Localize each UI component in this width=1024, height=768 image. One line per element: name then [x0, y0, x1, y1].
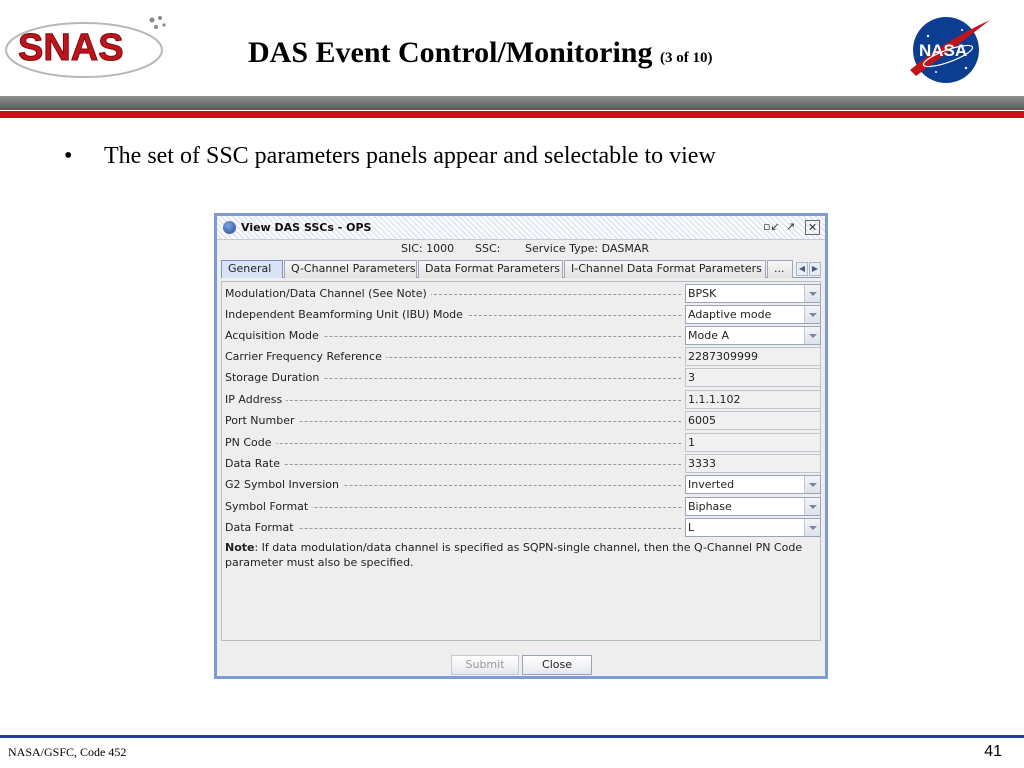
- slide-title-text: DAS Event Control/Monitoring: [248, 36, 653, 69]
- field-label: Carrier Frequency Reference: [225, 350, 386, 363]
- field-label: Storage Duration: [225, 371, 323, 384]
- form-row: [222, 304, 820, 325]
- field-label: Independent Beamforming Unit (IBU) Mode: [225, 308, 467, 321]
- sic-label: SIC: 1000: [401, 242, 455, 255]
- select-value: Biphase: [688, 500, 732, 513]
- bullet-symbol: •: [64, 143, 73, 169]
- form-row: [222, 474, 820, 495]
- tab-q-channel-parameters[interactable]: Q-Channel Parameters: [284, 260, 417, 278]
- field-label: Acquisition Mode: [225, 329, 323, 342]
- bullet-point: [64, 143, 716, 170]
- window-title: View DAS SSCs - OPS: [241, 221, 372, 234]
- snas-logo: [4, 12, 172, 80]
- chevron-down-icon[interactable]: [804, 498, 820, 515]
- form-row: [222, 346, 820, 367]
- field-label: Modulation/Data Channel (See Note): [225, 287, 431, 300]
- field-label: Port Number: [225, 414, 299, 427]
- form-row: [222, 432, 820, 453]
- tab-strip: [221, 260, 821, 278]
- form-row: [222, 367, 820, 388]
- note-text: [225, 540, 821, 570]
- tab-scroll-right-icon[interactable]: ▶: [809, 262, 821, 276]
- ssc-label: SSC:: [475, 242, 501, 255]
- acquisition-mode-select[interactable]: [685, 326, 821, 345]
- submit-button[interactable]: Submit: [451, 655, 519, 675]
- view-das-sscs-window: [214, 213, 828, 679]
- carrier-frequency-reference-field[interactable]: 2287309999: [685, 347, 821, 366]
- close-icon[interactable]: ✕: [805, 220, 820, 235]
- field-label: Data Format: [225, 521, 298, 534]
- symbol-format-select[interactable]: [685, 497, 821, 516]
- close-button[interactable]: Close: [522, 655, 592, 675]
- tab-scroll-left-icon[interactable]: ◀: [796, 262, 808, 276]
- header-rule-gray: [0, 96, 1024, 110]
- select-value: L: [688, 521, 695, 534]
- ibu-mode-select[interactable]: [685, 305, 821, 324]
- select-value: Adaptive mode: [688, 308, 772, 321]
- bullet-text: The set of SSC parameters panels appear and selectable to view: [104, 143, 716, 169]
- general-parameters-panel: [221, 281, 821, 641]
- window-titlebar[interactable]: [217, 216, 825, 240]
- snas-logo-text: SNAS: [18, 27, 124, 69]
- port-number-field[interactable]: 6005: [685, 411, 821, 430]
- ip-address-field[interactable]: 1.1.1.102: [685, 390, 821, 409]
- chevron-down-icon[interactable]: [804, 327, 820, 344]
- chevron-down-icon[interactable]: [804, 285, 820, 302]
- select-value: BPSK: [688, 287, 717, 300]
- field-label: G2 Symbol Inversion: [225, 478, 343, 491]
- form-row: [222, 410, 820, 431]
- slide-title: [248, 36, 712, 70]
- g2-symbol-inversion-select[interactable]: [685, 475, 821, 494]
- select-value: Mode A: [688, 329, 729, 342]
- note-label: Note: [225, 541, 255, 554]
- footer-rule: [0, 735, 1024, 738]
- maximize-icon[interactable]: ↗: [785, 220, 796, 233]
- chevron-down-icon[interactable]: [804, 306, 820, 323]
- field-label: Data Rate: [225, 457, 284, 470]
- field-label: PN Code: [225, 436, 276, 449]
- select-value: Inverted: [688, 478, 735, 491]
- tab-more[interactable]: ...: [767, 260, 793, 278]
- tab-data-format-parameters[interactable]: Data Format Parameters: [418, 260, 563, 278]
- app-icon: [223, 221, 236, 234]
- ssc-info-bar: [217, 242, 825, 258]
- modulation-data-channel-select[interactable]: [685, 284, 821, 303]
- restore-icon[interactable]: ▫↙: [763, 220, 780, 233]
- form-row: [222, 325, 820, 346]
- data-rate-field[interactable]: 3333: [685, 454, 821, 473]
- nasa-logo: [906, 14, 992, 84]
- chevron-down-icon[interactable]: [804, 476, 820, 493]
- form-row: [222, 453, 820, 474]
- page-number: 41: [984, 743, 1002, 760]
- footer-org: NASA/GSFC, Code 452: [8, 745, 127, 759]
- form-row: [222, 283, 820, 304]
- tab-i-channel-data-format-parameters[interactable]: I-Channel Data Format Parameters: [564, 260, 766, 278]
- pn-code-field[interactable]: 1: [685, 433, 821, 452]
- header-rule-red: [0, 111, 1024, 118]
- service-type-label: Service Type: DASMAR: [525, 242, 650, 255]
- form-row: [222, 517, 820, 538]
- nasa-logo-text: NASA: [919, 41, 968, 60]
- note-body: : If data modulation/data channel is specified as SQPN-single channel, then the Q-Channel PN Code parameter must also be specified.: [225, 541, 803, 569]
- tab-general[interactable]: General: [221, 260, 283, 278]
- form-row: [222, 389, 820, 410]
- field-label: IP Address: [225, 393, 286, 406]
- form-row: [222, 496, 820, 517]
- field-label: Symbol Format: [225, 500, 312, 513]
- slide-title-sub: (3 of 10): [659, 50, 713, 66]
- storage-duration-field[interactable]: 3: [685, 368, 821, 387]
- chevron-down-icon[interactable]: [804, 519, 820, 536]
- data-format-select[interactable]: [685, 518, 821, 537]
